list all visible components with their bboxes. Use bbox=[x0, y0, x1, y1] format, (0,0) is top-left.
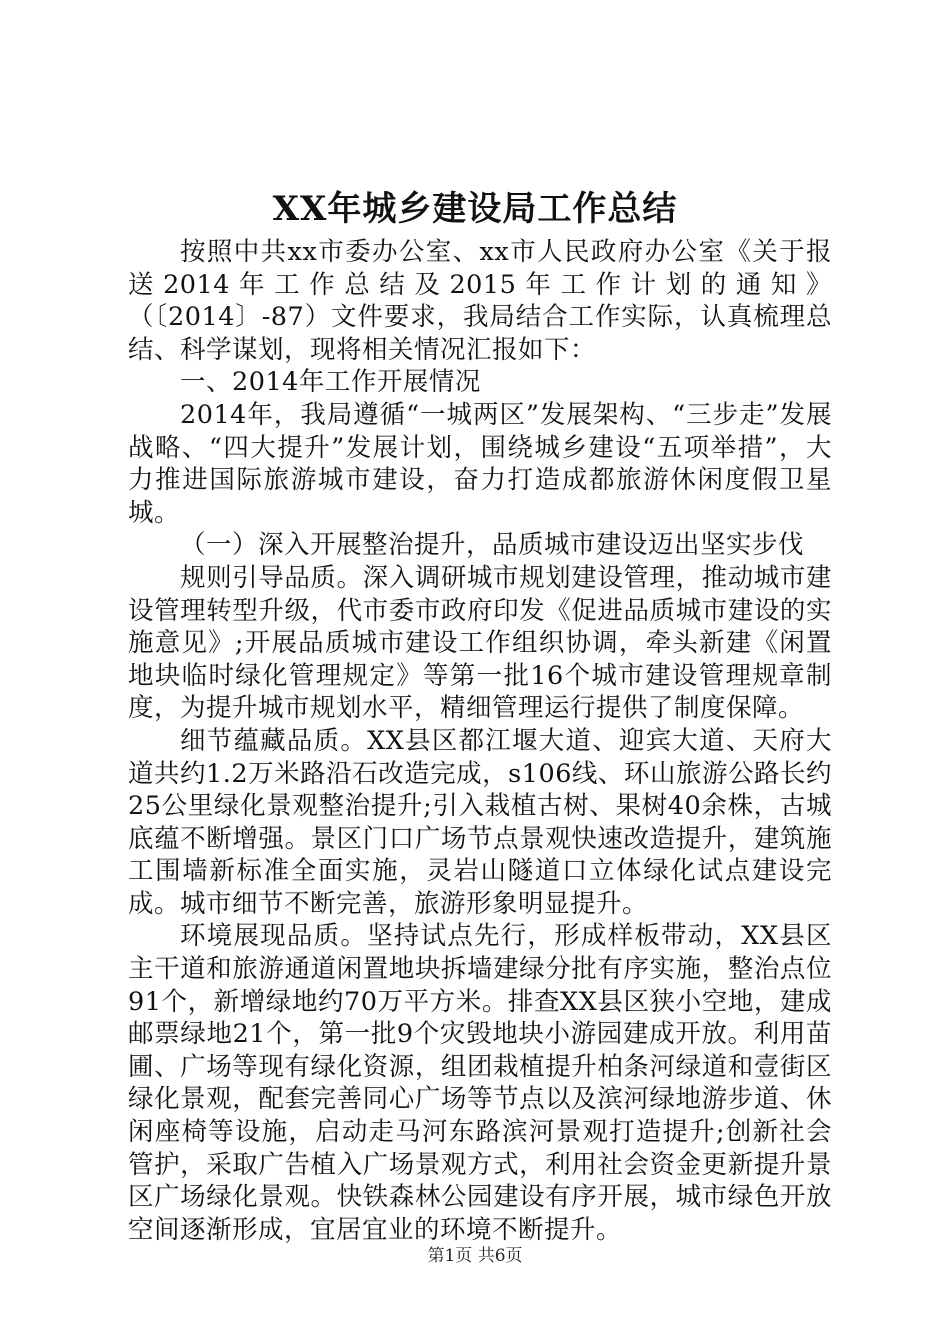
paragraph-environment: 环境展现品质。坚持试点先行，形成样板带动，XX县区主干道和旅游通道闲置地块拆墙建绿分批有序实施，整治点位91个，新增绿地约70万平方米。排查XX县区狭小空地，建成邮票绿地21个，第一批9个灾毁地块小游园建成开放。利用苗圃、广场等现有绿化资源，组团栽植提升柏条河绿道和壹街区绿化景观，配套完善同心广场等节点以及滨河绿地游步道、休闲座椅等设施，启动走马河东路滨河景观打造提升;创新社会管护，采取广告植入广场景观方式，利用社会资金更新提升景区广场绿化景观。快铁森林公园建设有序开展，城市绿色开放空间逐渐形成，宜居宜业的环境不断提升。 bbox=[128, 921, 832, 1245]
subsection-heading-1: （一）深入开展整治提升，品质城市建设迈出坚实步伐 bbox=[180, 530, 805, 561]
paragraph-rules: 规则引导品质。深入调研城市规划建设管理，推动城市建设管理转型升级，代市委市政府印发《促进品质城市建设的实施意见》;开展品质城市建设工作组织协调，牵头新建《闲置地块临时绿化管理规定》等第一批16个城市建设管理规章制度，为提升城市规划水平，精细管理运行提供了制度保障。 bbox=[128, 562, 832, 724]
paragraph-overview: 2014年，我局遵循“一城两区”发展架构、“三步走”发展战略、“四大提升”发展计划，围绕城乡建设“五项举措”，大力推进国际旅游城市建设，奋力打造成都旅游休闲度假卫星城。 bbox=[128, 399, 832, 528]
paragraph-details: 细节蕴藏品质。XX县区都江堰大道、迎宾大道、天府大道共约1.2万米路沿石改造完成，s106线、环山旅游公路长约25公里绿化景观整治提升;引入栽植古树、果树40余株，古城底蕴不断增强。景区门口广场节点景观快速改造提升，建筑施工围墙新标准全面实施，灵岩山隧道口立体绿化试点建设完成。城市细节不断完善，旅游形象明显提升。 bbox=[128, 725, 832, 919]
document-title: XX年城乡建设局工作总结 bbox=[272, 189, 678, 229]
document-body bbox=[128, 236, 832, 1246]
section-heading-1: 一、2014年工作开展情况 bbox=[180, 367, 481, 398]
paragraph-intro: 按照中共xx市委办公室、xx市人民政府办公室《关于报送2014年工作总结及2015年工作计划的通知》（〔2014〕-87）文件要求，我局结合工作实际，认真梳理总结、科学谋划，现将相关情况汇报如下： bbox=[128, 237, 832, 365]
page-number-footer: 第1页 共6页 bbox=[427, 1246, 523, 1266]
